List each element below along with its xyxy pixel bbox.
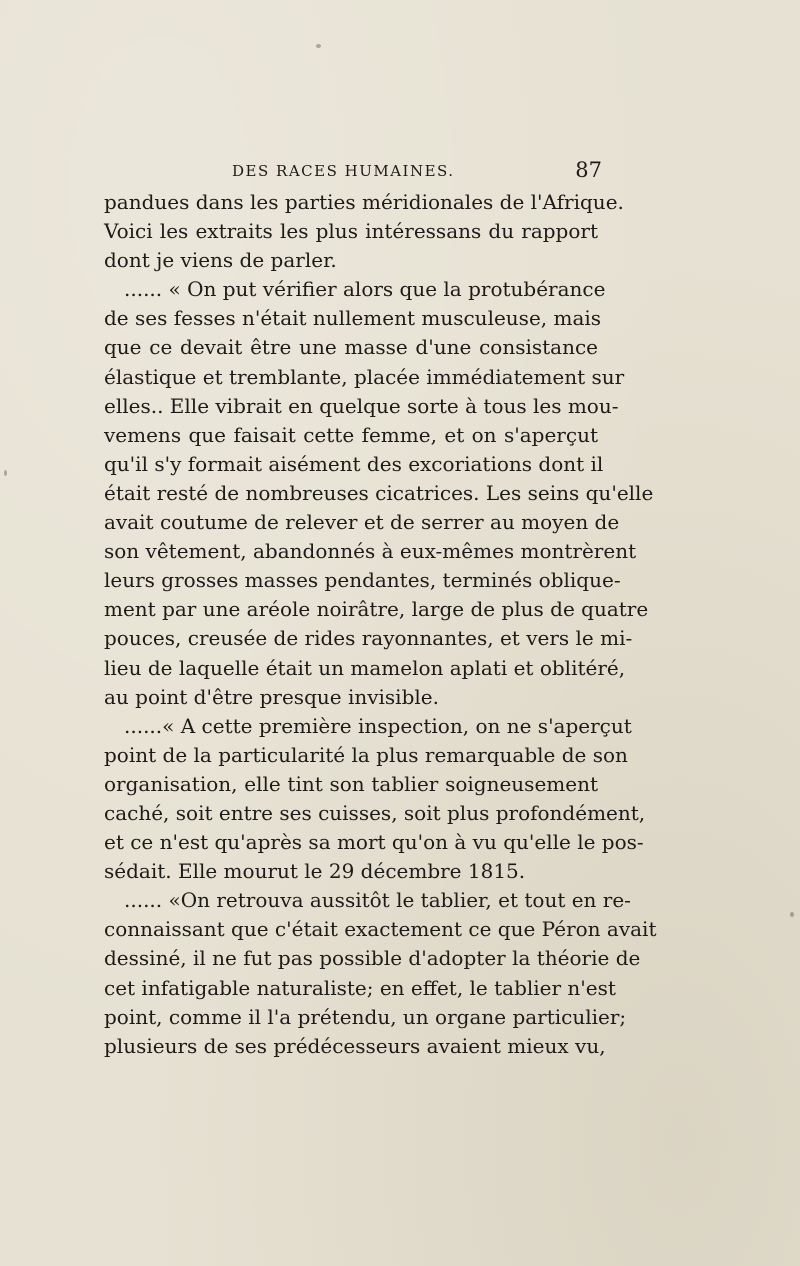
text-line: Voici les extraits les plus intéressans du rapport bbox=[104, 219, 598, 244]
text-line: vemens que faisait cette femme, et on s'aperçut bbox=[104, 422, 598, 447]
text-line: organisation, elle tint son tablier soigneusement bbox=[104, 771, 598, 796]
page-header bbox=[232, 158, 602, 188]
text-line: et ce n'est qu'après sa mort qu'on à vu qu'elle le pos- bbox=[104, 830, 644, 855]
text-line: au point d'être presque invisible. bbox=[104, 684, 439, 709]
text-line: dont je viens de parler. bbox=[104, 248, 337, 273]
text-line: que ce devait être une masse d'une consistance bbox=[104, 335, 598, 360]
text-line: connaissant que c'était exactement ce que Péron avait bbox=[104, 917, 657, 942]
text-line: dessiné, il ne fut pas possible d'adopter la théorie de bbox=[104, 946, 641, 971]
text-line: élastique et tremblante, placée immédiatement sur bbox=[104, 364, 625, 389]
text-line: avait coutume de relever et de serrer au moyen de bbox=[104, 510, 620, 535]
text-line: cet infatigable naturaliste; en effet, le tablier n'est bbox=[104, 975, 616, 1000]
paper-speck bbox=[316, 44, 321, 48]
paper-speck bbox=[4, 470, 7, 476]
text-line: pouces, creusée de rides rayonnantes, et vers le mi- bbox=[104, 626, 633, 651]
running-title: DES RACES HUMAINES. bbox=[232, 162, 455, 180]
text-line: de ses fesses n'était nullement musculeuse, mais bbox=[104, 306, 602, 331]
text-line: plusieurs de ses prédécesseurs avaient mieux vu, bbox=[104, 1033, 606, 1058]
text-line: point de la particularité la plus remarquable de son bbox=[104, 742, 628, 767]
text-line: lieu de laquelle était un mamelon aplati et oblitéré, bbox=[104, 655, 626, 680]
text-line: ment par une aréole noirâtre, large de plus de quatre bbox=[104, 597, 649, 622]
text-line: était resté de nombreuses cicatrices. Les seins qu'elle bbox=[104, 480, 654, 505]
paper-speck bbox=[790, 912, 794, 917]
text-line: sédait. Elle mourut le 29 décembre 1815. bbox=[104, 859, 526, 884]
text-line: ...... «On retrouva aussitôt le tablier, et tout en re- bbox=[124, 888, 631, 913]
text-line: son vêtement, abandonnés à eux-mêmes montrèrent bbox=[104, 539, 637, 564]
text-line: qu'il s'y formait aisément des excoriations dont il bbox=[104, 451, 604, 476]
page-number: 87 bbox=[575, 158, 602, 182]
text-line: ...... « On put vérifier alors que la protubérance bbox=[124, 277, 606, 302]
text-line: pandues dans les parties méridionales de l'Afrique. bbox=[104, 190, 624, 214]
text-line: elles.. Elle vibrait en quelque sorte à tous les mou- bbox=[104, 393, 619, 418]
text-line: point, comme il l'a prétendu, un organe particulier; bbox=[104, 1004, 627, 1029]
body-text bbox=[104, 188, 657, 1061]
text-line: ......« A cette première inspection, on ne s'aperçut bbox=[124, 713, 632, 738]
text-line: caché, soit entre ses cuisses, soit plus profondément, bbox=[104, 800, 646, 825]
text-line: leurs grosses masses pendantes, terminés oblique- bbox=[104, 568, 621, 593]
